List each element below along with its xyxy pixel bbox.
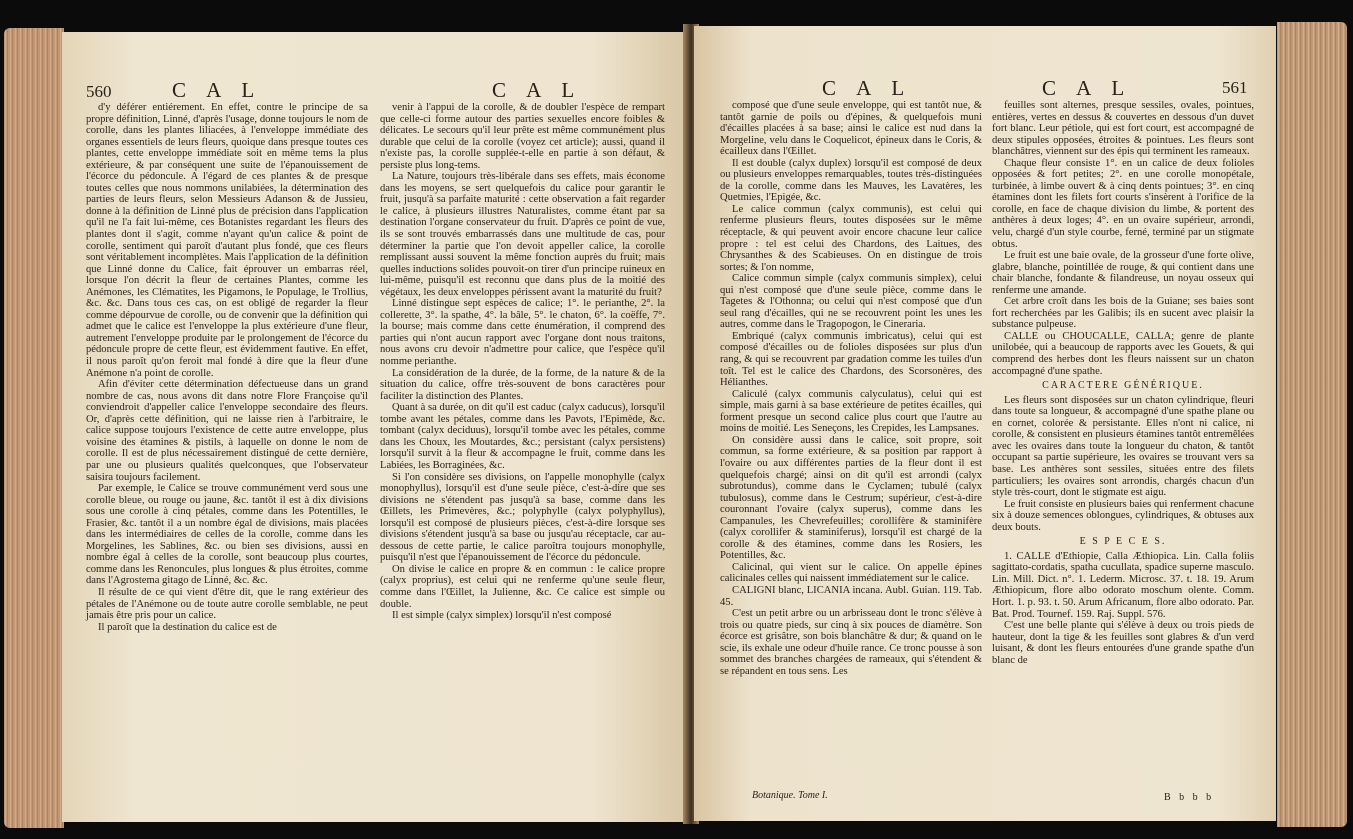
paragraph: Le calice commun (calyx communis), est celui qui renferme plusieurs fleurs, toutes disposées sur le même réceptacle, & qui peuvent avoir encore chacune leur calice propre : tel est celui des Chardons, des Laitues, des Chrysanthes & des Scabieuses. On en distingue de trois sortes; & l'on nomme, <box>720 203 982 273</box>
page-edges-left <box>4 28 64 828</box>
paragraph: Par exemple, le Calice se trouve communément verd sous une corolle bleue, ou rouge ou jaune, &c. tantôt il est à dix divisions sous une corolle à cinq pétales, comme dans les Potentilles, le Frasier, &c. tantôt il a un nombre égal de divisions, mais placées dans les intermédiaires de celles de la corolle, comme dans les Morgelines, les Sablines, &c. ou bien ses divisions, aussi en nombre égal à celles de la corolle, sont beaucoup plus courtes, comme dans les Renoncules, plus longues & plus étroites, comme dans l'Agrostema gitago de Linné, &c. &c. <box>86 483 368 587</box>
volume-signature: Botanique. Tome I. <box>752 790 828 801</box>
paragraph: Caliculé (calyx communis calyculatus), celui qui est simple, mais garni à sa base extérieure de petites écailles, qui forment presque un second calice plus court que l'autre au moins de moitié. Les Seneçons, les Crepides, les Lampsanes. <box>720 388 982 435</box>
left-page <box>62 32 687 822</box>
paragraph: Si l'on considère ses divisions, on l'appelle monophylle (calyx monophyllus), lorsqu'il est d'une seule pièce, c'est-à-dire que ses divisions ne s'étendent pas jusqu'à sa base, comme dans les Œillets, les Primevères, &c.; polyphylle (calyx polyphyllus), lorsqu'il est composé de plusieurs pièces, c'est-à-dire lorsque ses divisions s'étendent jusqu'à sa base ou jusqu'au réceptacle, car au-dessous de cette partie, le calice paroîtra toujours monophylle, puisqu'il n'est que l'épanouissement de l'écorce du pédoncule. <box>380 471 665 564</box>
page-number-right: 561 <box>1222 78 1248 97</box>
section-heading: E S P E C E S. <box>1079 536 1167 548</box>
paragraph: Afin d'éviter cette détermination défectueuse dans un grand nombre de cas, nous avons dit dans notre Flore Françoise qu'il conviendroit d'appeller calice l'enveloppe secondaire des fleurs. Or, d'après cette définition, qui ne laisse rien à l'arbitraire, le calice suppose toujours l'existence de cette autre enveloppe, plus voisine des étamines & pistils, à laquelle on donne le nom de corolle. Il est de plus nécessairement distingué de cette dernière, par une ou plusieurs qualités quelconques, que l'observateur saisira toujours facilement. <box>86 379 368 483</box>
running-head-left-2: C A L <box>492 78 583 102</box>
paragraph: On divise le calice en propre & en commun : le calice propre (calyx proprius), est celui qui ne renferme qu'une seule fleur, comme dans l'Œillet, la Julienne, &c. Ce calice est simple ou double. <box>380 563 665 610</box>
paragraph: Il est simple (calyx simplex) lorsqu'il n'est composé <box>392 610 612 622</box>
paragraph: Calice commun simple (calyx communis simplex), celui qui n'est composé que d'une seule pièce, comme dans le Tagetes & l'Othonna; ou celui qui n'est composé que d'un seul rang d'écailles, qui ne se recouvrent point les unes les autres, comme dans le Tragopogon, le Cineraria. <box>720 273 982 331</box>
page-edges-right <box>1277 22 1347 827</box>
paragraph: Le fruit est une baie ovale, de la grosseur d'une forte olive, glabre, blanche, pointillée de rouge, & qui contient dans une chair blanche, fondante & filandreuse, un noyau osseux qui renferme une amande. <box>992 250 1254 296</box>
paragraph: Embriqué (calyx communis imbricatus), celui qui est composé d'écailles ou de folioles disposées sur plus d'un rang, & qui se recouvrent par gradation comme les tuiles d'un toît. Tel est le calice des Chardons, des Scorsonères, des Hélianthes. <box>720 330 982 389</box>
paragraph: Cet arbre croît dans les bois de la Guiane; ses baies sont fort recherchées par les Galibis; ils en sucent avec plaisir la substance pulpeuse. <box>992 296 1254 331</box>
paragraph: On considère aussi dans le calice, soit propre, soit commun, sa forme extérieure, & sa position par rapport à l'ovaire ou aux différentes parties de la fleur dont il est quelquefois chargé; ainsi on dit qu'il est arrondi (calyx subrotundus), comme dans le Cyclamen; tubulé (calyx tubulosus), comme dans le Cestrum; supérieur, c'est-à-dire couronnant l'ovaire (calyx superus), comme dans les Campanules, les Chevrefeuilles; corollifère & staminifère (calyx corollifer & staminiferus), lorsqu'il est chargé de la corolle & des étamines, comme dans les Rosiers, les Potentilles, &c. <box>720 434 982 562</box>
signature-mark: B b b b <box>1164 792 1215 803</box>
paragraph: Linné distingue sept espèces de calice; 1°. le perianthe, 2°. la collerette, 3°. la spathe, 4°. la bâle, 5°. le chaton, 6°. la coëffe, 7°. la bourse; mais comme dans cette énumération, il comprend des parties qui n'ont aucun rapport avec l'organe dont nous traitons, nous avons cru devoir n'admettre pour calice, que l'espèce qu'il nomme perianthe. <box>380 298 665 368</box>
page-number-left: 560 <box>86 82 112 101</box>
paragraph: Calicinal, qui vient sur le calice. On appelle épines calicinales celles qui naissent immédiatement sur le calice. <box>720 561 982 585</box>
paragraph: La Nature, toujours très-libérale dans ses effets, mais économe dans les moyens, se sert quelquefois du calice pour garantir le fruit, jusqu'à sa parfaite maturité : cette observation a fait regarder le calice, à plusieurs illustres Naturalistes, comme étant par sa destination l'organe conservateur du fruit. D'après ce point de vue, ils se sont trouvés embarrassés dans une multitude de cas, pour déterminer la partie que l'on devoit appeller calice, la corolle remplissant aussi souvent la même fonction auprès du fruit; mais quelles inductions solides pouvoit-on tirer d'un principe ruineux en lui-même, puisqu'il est reconnu que dans plus de la moitié des végétaux, les deux enveloppes périssent avant la maturité du fruit? <box>380 171 665 298</box>
paragraph: Chaque fleur consiste 1°. en un calice de deux folioles opposées & fort petites; 2°. en une corolle monopétale, turbinée, à limbe ouvert & à cinq dents pointues; 3°. en cinq étamines dont les filets fort courts s'insèrent à l'orifice de la corolle, en face de chaque division du limbe, & portent des anthères à deux loges; 4°. en un ovaire supérieur, arrondi, velu, chargé d'un style courbe, ferné, terminé par un stigmate obtus. <box>992 157 1254 250</box>
paragraph: C'est une belle plante qui s'élève à deux ou trois pieds de hauteur, dont la tige & les feuilles sont glabres & d'un verd luisant, & dont les fleurs entourées d'une grande spathe d'un blanc de <box>992 620 1254 666</box>
left-column-1 <box>86 102 368 814</box>
section-heading: CARACTERE GÉNÉRIQUE. <box>1042 380 1204 392</box>
paragraph: Il est double (calyx duplex) lorsqu'il est composé de deux ou plusieurs enveloppes remarquables, toutes très-distinguées de la corolle, comme dans les Mauves, les Lavatères, les Quetmies, l'Epigée, &c. <box>720 157 982 204</box>
running-head-left-1: C A L <box>172 78 263 102</box>
paragraph: C'est un petit arbre ou un arbrisseau dont le tronc s'élève à trois ou quatre pieds, sur cinq à six pouces de diamètre. Son écorce est grisâtre, son bois blanchâtre & dur; & quand on le scie, ils exhale une odeur d'huile rance. Ce tronc pousse à son sommet des branches chargées de rameaux, qui s'étendent & se répandent en tous sens. Les <box>720 608 982 677</box>
paragraph: d'y déférer entiérement. En effet, contre le principe de sa propre définition, Linné, d'après l'usage, donne toujours le nom de corolle, dans les plantes liliacées, à l'enveloppe immédiate des organes essentiels de leurs fleurs, quoique dans presque toutes ces plantes, cette enveloppe immédiate soit en même tems la plus extérieure, & par conséquent une suite de l'épanouissement de l'écorce du pédoncule. A l'égard de ces plantes & de presque toutes celles que nous nommons unilabiées, la détermination des parties de leurs fleurs, selon Messieurs Adanson & de Jussieu, donne à la définition de Linné plus de précision dans l'application qu'il ne l'a fait lui-même, ces Botanistes regardant les fleurs des plantes dont il s'agit, comme n'ayant qu'un calice & point de corolle, sentiment qui paroît d'autant plus fondé, que ces fleurs sont véritablement incomplètes. Mais l'application de la définition que Linné donne du Calice, fait éprouver un embarras réel, lorsque l'on décrit la fleur de certaines Plantes, comme les Anémones, les Clématites, les Pigamons, le Populage, le Trollius, &c. &c. Dans tous ces cas, on est obligé de regarder la fleur comme dépourvue de corolle, ou de convenir que la définition qui admet que le calice est l'enveloppe la plus extérieure d'une fleur, autrement l'enveloppe produite par le prolongement de l'écorce du pédoncule propre de cette fleur, est évidemment fautive. En effet, il nous paroît qu'on feroit mal fondé à dire que la fleur d'une Anémone n'a point de corolle. <box>86 102 368 379</box>
paragraph: Le fruit consiste en plusieurs baies qui renferment chacune six à douze semences oblongues, cylindriques, & obtuses aux deux bouts. <box>992 498 1254 533</box>
paragraph: La considération de la durée, de la forme, de la nature & de la situation du calice, offre très-souvent de bons caractères pour faciliter la distinction des Plantes. <box>380 367 665 402</box>
paragraph: 1. CALLE d'Ethiopie, Calla Æthiopica. Lin. Calla foliis sagittato-cordatis, spatha cucullata, spadice superne masculo. Lin. Mill. Dict. n°. 1. Lederm. Microsc. 37. t. 18. 19. Arum Æthiopicum, flore albo odorato moschum olente. Comm. Hort. 1. p. 93. t. 50. Arum Africanum, flore albo odorato. Par. Bat. Prod. Tournef. 159. Raj. Suppl. 576. <box>992 550 1254 620</box>
right-page <box>694 26 1276 821</box>
paragraph: Quant à sa durée, on dit qu'il est caduc (calyx caducus), lorsqu'il tombe avant les pétales, comme dans les Pavots, l'Epimède, &c. tombant (calyx deciduus), lorsqu'il tombe avec les pétales, comme dans les Choux, les Moutardes, &c.; persistant (calyx persistens) lorsqu'il survit à la fleur & accompagne le fruit, comme dans les Labiées, les Borraginées, &c. <box>380 402 665 471</box>
left-column-2 <box>380 102 665 814</box>
paragraph: CALLE ou CHOUCALLE, CALLA; genre de plante unilobée, qui a beaucoup de rapports avec les Gouets, & qui comprend des herbes dont les fleurs naissent sur un chaton accompagné d'une spathe. <box>992 330 1254 377</box>
running-head-right-1: C A L <box>822 76 913 100</box>
paragraph: Il paroît que la destination du calice est de <box>98 621 277 633</box>
paragraph: Il résulte de ce qui vient d'être dit, que le rang extérieur des pétales de l'Anémone ou de toute autre corolle semblable, ne peut jamais être pris pour un calice. <box>86 586 368 622</box>
running-head-right-2: C A L <box>1042 76 1133 100</box>
paragraph: Les fleurs sont disposées sur un chaton cylindrique, fleuri dans toute sa longueur, & accompagné d'une spathe plane ou en cornet, colorée & persistante. Elles n'ont ni calice, ni corolle, & consistent en plusieurs étamines tantôt entremêlées avec les ovaires dans toute la longueur du chaton, & tantôt occupant sa partie supérieure, les ovaires se trouvant vers sa base. Les anthères sont sessiles, situées entre des filets particuliers; les ovaires sont arrondis, chargés chacun d'un style très-court, dont le stigmate est aigu. <box>992 394 1254 499</box>
paragraph: venir à l'appui de la corolle, & de doubler l'espèce de rempart que celle-ci forme autour des parties sexuelles encore foibles & délicates. Le secours qu'il leur prête est même communément plus durable que celui de la corolle (voyez cet article); aussi, quand il n'existe pas, la corolle supplée-t-elle en partie à son défaut, & persiste plus long-tems. <box>380 102 665 171</box>
paragraph: CALIGNI blanc, LICANIA incana. Aubl. Guian. 119. Tab. 45. <box>720 584 982 608</box>
paragraph: composé que d'une seule enveloppe, qui est tantôt nue, & tantôt garnie de poils ou d'épines, & quelquefois muni d'écailles placées à sa base; ainsi le calice est nud dans la Morgeline, velu dans le Coquelicot, épineux dans le Coris, & écailleux dans l'Œillet. <box>720 100 982 158</box>
paragraph: feuilles sont alternes, presque sessiles, ovales, pointues, entières, vertes en dessus & couvertes en dessous d'un duvet fort blanc. Leur pétiole, qui est fort court, est accompagné de deux stipules opposées, étroites & pointues. Les fleurs sont blanchâtres, viennent sur des épis qui terminent les rameaux. <box>992 100 1254 158</box>
right-column-2 <box>992 100 1254 800</box>
right-column-1 <box>720 100 982 790</box>
